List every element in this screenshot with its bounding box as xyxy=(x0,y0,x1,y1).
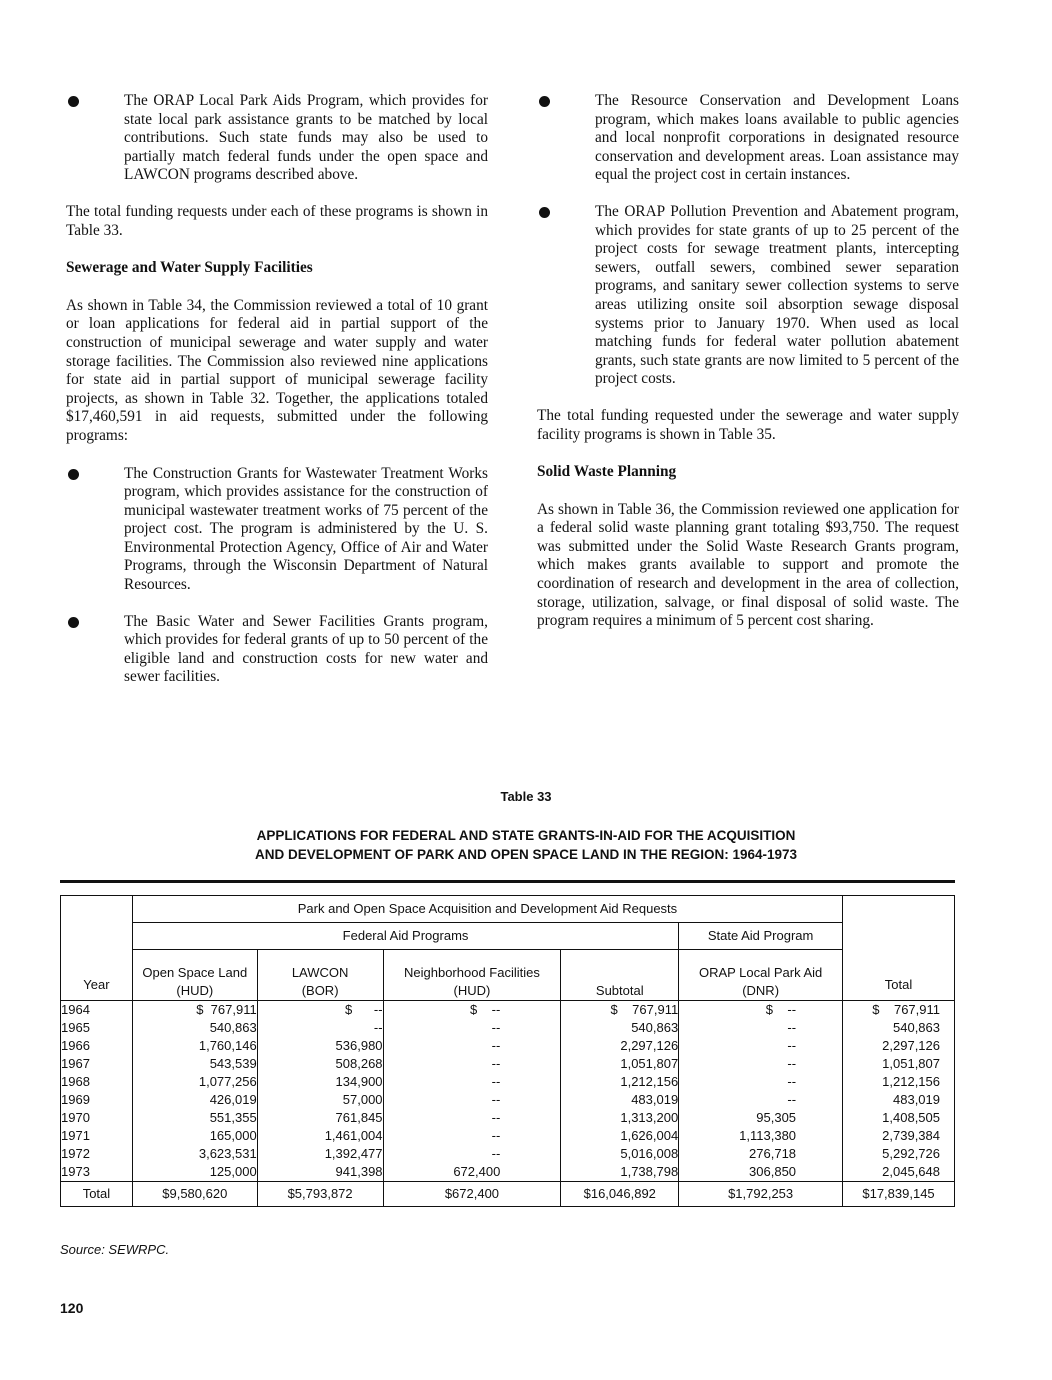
header-group: Park and Open Space Acquisition and Development Aid Requests xyxy=(132,896,842,923)
bullet-orap-pollution xyxy=(537,203,959,389)
bullet-text: The Resource Conservation and Development Loans program, which makes loans available to public agencies and local nonprofit corporations in designated resource conservation and development areas. Loan assistance may equal the project cost in certain instances. xyxy=(595,92,959,184)
total-open-space: $9,580,620 xyxy=(132,1182,257,1207)
header-year: Year xyxy=(61,896,133,1001)
table-top-rule xyxy=(60,880,955,883)
paragraph-solid-waste: As shown in Table 36, the Commission reviewed one application for a federal solid waste planning grant totaling $93,750. The request was submitted under the Solid Waste Research Grants program, which makes grants available to support and promote the coordination of research and development in the area of collection, storage, utilization, salvage, or final disposal of solid waste. The program requires a minimum of 5 percent cost sharing. xyxy=(537,500,959,630)
header-state: State Aid Program xyxy=(679,923,843,950)
bullet-text: The Construction Grants for Wastewater Treatment Works program, which provides assistance for the construction of municipal wastewater treatment works of 75 percent of the project cost. The program is administered by the U. S. Environmental Protection Agency, Office of Air and Water Programs, through the Wisconsin Department of Natural Resources. xyxy=(124,464,488,594)
total-total: $17,839,145 xyxy=(843,1182,955,1207)
cell-total: $ 767,911 540,863 2,297,126 1,051,807 1,212,156 483,019 1,408,505 2,739,384 5,292,726 2,045,648 xyxy=(843,1001,955,1182)
bullet-basic-water-sewer xyxy=(66,613,488,687)
heading-solid-waste: Solid Waste Planning xyxy=(537,463,677,481)
cell-neighborhood: $ -- -- -- -- -- -- -- -- -- 672,400 xyxy=(383,1001,561,1182)
paragraph-table33-reference: The total funding requests under each of these programs is shown in Table 33. xyxy=(66,202,488,239)
header-neighborhood: Neighborhood Facilities (HUD) xyxy=(383,950,561,1001)
header-federal: Federal Aid Programs xyxy=(132,923,678,950)
cell-open-space: $ 767,911 540,863 1,760,146 543,539 1,077,256 426,019 551,355 165,000 3,623,531 125,000 xyxy=(132,1001,257,1182)
total-lawcon: $5,793,872 xyxy=(257,1182,383,1207)
bullet-orap-local-park-aids xyxy=(66,92,488,185)
header-total: Total xyxy=(843,896,955,1001)
cell-subtotal: $ 767,911 540,863 2,297,126 1,051,807 1,212,156 483,019 1,313,200 1,626,004 5,016,008 1,738,798 xyxy=(561,1001,679,1182)
paragraph-sewerage: As shown in Table 34, the Commission reviewed a total of 10 grant or loan applications for federal aid in partial support of the construction of municipal sewerage and water supply and water storage facilities. The Commission also reviewed nine applications for state aid in partial support of municipal sewerage facility projects, as shown in Table 32. Together, the applications totaled $17,460,591 in aid requests, submitted under the following programs: xyxy=(66,296,488,444)
heading-sewerage-water-supply: Sewerage and Water Supply Facilities xyxy=(66,259,313,277)
total-label: Total xyxy=(61,1182,133,1207)
right-column xyxy=(537,92,959,650)
cell-years: 1964 1965 1966 1967 1968 1969 1970 1971 1972 1973 xyxy=(61,1001,133,1182)
table-total-row xyxy=(61,1182,955,1207)
total-neighborhood: $672,400 xyxy=(383,1182,561,1207)
bullet-text: The ORAP Pollution Prevention and Abatement program, which provides for state grants of up to 25 percent of the project costs for sewage treatment plants, intercepting sewers, outfall sewers, combined sewer separation programs, and sanitary sewer collection systems to serve areas utilizing onsite soil absorption sewage disposal systems prior to January 1970. When used as local matching funds for federal water pollution abatement grants, such state grants are now limited to 5 percent of the project costs. xyxy=(595,202,959,388)
header-subtotal: Subtotal xyxy=(561,950,679,1001)
bullet-text: The ORAP Local Park Aids Program, which provides for state local park assistance grants to be matched by local contributions. Such state funds may also be used to partially match federal funds under the open space and LAWCON programs described above. xyxy=(124,92,488,184)
cell-orap: $ -- -- -- -- -- -- 95,305 1,113,380 276,718 306,850 xyxy=(679,1001,843,1182)
table-number: Table 33 xyxy=(500,789,552,804)
bullet-construction-grants xyxy=(66,465,488,595)
paragraph-table35-reference: The total funding requested under the sewerage and water supply facility programs is shown in Table 35. xyxy=(537,406,959,443)
left-column xyxy=(66,92,488,705)
header-orap: ORAP Local Park Aid (DNR) xyxy=(679,950,843,1001)
page-number: 120 xyxy=(60,1300,84,1316)
table-title-line-2: AND DEVELOPMENT OF PARK AND OPEN SPACE LAND IN THE REGION: 1964-1973 xyxy=(254,847,798,862)
header-open-space: Open Space Land (HUD) xyxy=(132,950,257,1001)
total-orap: $1,792,253 xyxy=(679,1182,843,1207)
total-subtotal: $16,046,892 xyxy=(561,1182,679,1207)
data-table xyxy=(60,895,955,1207)
cell-lawcon: $ -- -- 536,980 508,268 134,900 57,000 761,845 1,461,004 1,392,477 941,398 xyxy=(257,1001,383,1182)
table-source: Source: SEWRPC. xyxy=(60,1242,170,1257)
header-lawcon: LAWCON (BOR) xyxy=(257,950,383,1001)
bullet-text: The Basic Water and Sewer Facilities Grants program, which provides for federal grants of up to 50 percent of the eligible land and construction costs for new water and sewer facilities. xyxy=(124,612,488,686)
bullet-resource-conservation xyxy=(537,92,959,185)
table-body-row xyxy=(61,1001,955,1182)
table-title xyxy=(0,826,1052,864)
table-title-line-1: APPLICATIONS FOR FEDERAL AND STATE GRANTS-IN-AID FOR THE ACQUISITION xyxy=(256,828,796,843)
